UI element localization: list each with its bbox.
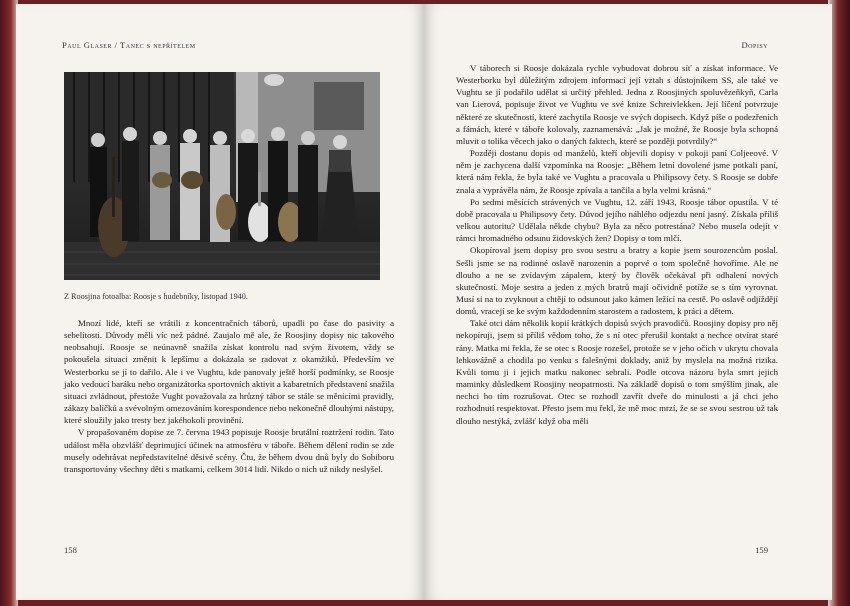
page-number: 158 xyxy=(64,545,77,555)
page-number: 159 xyxy=(755,545,768,555)
photo-caption: Z Roosjina fotoalba: Roosje s hudebníky, listopad 1940. xyxy=(64,292,248,301)
paragraph: Okopíroval jsem dopisy pro svou sestru a bratry a kopie jsem sourozencům poslal. Sešli jsme se na rodinné oslavě narozenin a poprvé o tom společně hovoříme. Ale ne dlouho a ne se zvídavým zápalem, který by člověk očekával při odhalení nových skutečností. Moje sestra a jeden z mých bratrů mají očividně potíže se s tím vyrovnat. Musí si na to zvyknout a chtějí to odsunout jako kámen ležící na cestě. Po oslavě odjíždějí domů, vracejí se ke svým každodenním starostem a radostem, k práci a dětem. xyxy=(456,245,778,317)
right-body-text xyxy=(456,62,778,427)
paragraph: Po sedmi měsících strávených ve Vughtu, 12. září 1943, Roosje tábor opustila. V té době pracovala u Philipsovy čety. Důvod jejího náhlého odjezdu není jasný. Získala příliš velkou autoritu? Udělala někde chybu? Byla za něco potrestána? Nebo musela odejít v rámci hromadného odsunu židovských žen? Dopisy o tom mlčí. xyxy=(456,196,778,244)
paragraph: V táborech si Roosje dokázala rychle vybudovat dobrou síť a získat informace. Ve Westerborku byl důležitým zdrojem informací její vztah s důstojníkem SS, ale také ve Vughtu se jí podařilo udělat si určitý přehled. Jedna z Roosjiných spoluvězeňkyň, Carla van Lierová, popisuje život ve Vughtu ve své knize Schreivlekken. Její líčení potvrzuje některé ze skutečností, které zachytila Roosje ve svých dopisech. Když píše o podezřeních a fámách, které v táboře kolovaly, zaznamenává: „Jak je možné, že Roosje byla schopná mluvit o tolika věcech jako o daných faktech, které se později potvrdily?“ xyxy=(456,63,778,146)
paragraph: Mnozí lidé, kteří se vrátili z koncentračních táborů, upadli po čase do pasivity a sebelítosti. Důvody měli víc než pádné. Zaujalo mě ale, že Roosjiny dopisy nic takového neobsahují. Roosje se neúnavně snažila získat kontrolu nad svým životem, vždy se pokoušela situaci změnit k lepšímu a dokázala se radovat z okamžiků. Především ve Westerborku se jí to dařilo. Ale i ve Vughtu, kde panovaly ještě horší podmínky, se Roosje jako vedoucí baráku nebo organizátorka sportovních aktivit a kabaretních představení snažila situaci zvládnout, přestože Vught považovala za hrůzný tábor se stále se měnícími pravidly, zákazy balíčků a svévolným omezováním korespondence nebo nekonečně dlouhými nástupy, které sloužily jako tresty bez jakéhokoli provinění. xyxy=(64,318,394,426)
paragraph: Také otci dám několik kopií krátkých dopisů svých pravodičů. Roosjiny dopisy pro něj nekopíruji, jsem si příliš vědom toho, že s ní otec přerušil kontakt a nechce otvírat staré rány. Matka mi řekla, že se otec s Roosje rozešel, protože se v jeho očích v ukrytu chovala lehkovážně a chodila po venku s falešnými doklady, aniž by myslela na možná rizika. Kvůli tomu ji i jejich matku nakonec sebrali. Podle otcova názoru byla smrt jejich maminky důsledkem Roosjiny neopatrnosti. Na základě dopisů o tom smýšlím jinak, ale nechci ho tím rozrušovat. Otec se rozhodl zavřít dveře do minulosti a já chci jeho rozhodnutí respektovat. Přesto jsem mu řekl, že mě moc mrzí, že se se svou sestrou už tak dlouho nestýká, zvlášť když oba měli xyxy=(456,318,778,426)
left-body-text xyxy=(64,317,394,475)
right-page xyxy=(424,4,832,600)
left-page xyxy=(16,4,424,600)
band-photograph xyxy=(64,72,380,280)
paragraph: Později dostanu dopis od manželů, kteří objevili dopisy v pokoji paní Coljeeové. V něm je zachycena další vzpomínka na Roosje: „Během letní dovolené jsme potkali paní, která nám řekla, že byla také ve Vughtu a pracovala u Philipsovy čety. S Roosje se dobře znala a vyprávěla nám, že Roosje zpívala a tančila a byla velmi krásná.“ xyxy=(456,148,778,195)
running-head: Dopisy xyxy=(741,40,768,50)
paragraph: V propašovaném dopise ze 7. června 1943 popisuje Roosje brutální roztržení rodin. Tato událost měla obzvlášť deprimující účinek na atmosféru v táboře. Během dělení rodin se zde musely odehrávat nepředstavitelné děsivé scény. Čtu, že během dvou dnů byly do Sobiboru transportovány všechny děti s matkami, celkem 3014 lidí. Nikdo o nich už nikdy neslyšel. xyxy=(64,427,394,474)
running-head: Paul Glaser / Tanec s nepřítelem xyxy=(62,40,196,50)
